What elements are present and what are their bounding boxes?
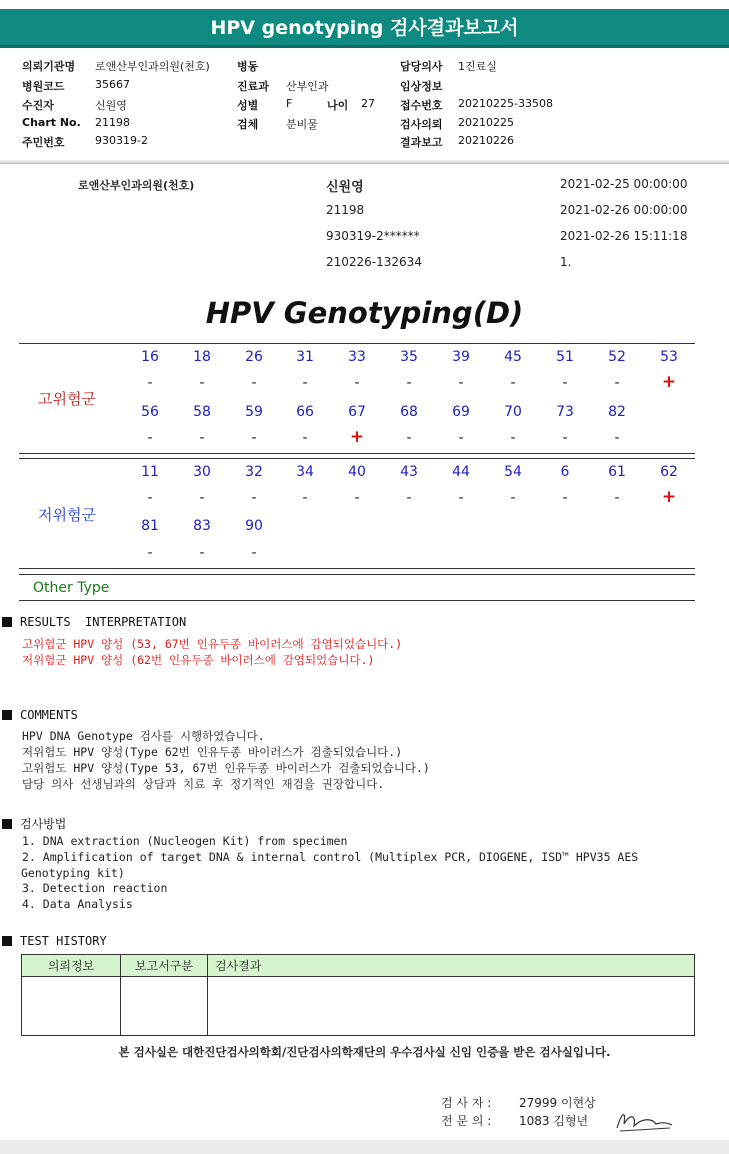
hpv-result-negative: - (510, 375, 516, 391)
hpv-result-negative: - (251, 375, 257, 391)
hpv-result-positive: + (349, 427, 365, 447)
doctor-field (400, 58, 497, 74)
genotyping-title: HPV Genotyping(D) (205, 296, 524, 330)
grid-line-mid2 (19, 458, 695, 459)
method-line: 1. DNA extraction (Nucleogen Kit) from specimen (22, 834, 348, 848)
hpv-result-negative: - (562, 490, 568, 506)
dept-field (237, 78, 329, 94)
hpv-result-negative: - (614, 375, 620, 391)
sex-value: F (286, 97, 293, 110)
signature-icon (612, 1104, 676, 1134)
results-line: 저위험군 HPV 양성 (62번 인유두종 바이러스에 감염되었습니다.) (22, 653, 375, 667)
method-line: 4. Data Analysis (22, 897, 133, 911)
method-line: 2. Amplification of target DNA & internal control (Multiplex PCR, DIOGENE, ISD™ HPV35 AES (22, 850, 639, 864)
hpv-result-negative: - (458, 490, 464, 506)
hpv-result-negative: - (302, 430, 308, 446)
test-history-heading-text: TEST HISTORY (20, 934, 107, 948)
age-label: 나이 (327, 99, 349, 112)
comments-heading (2, 708, 78, 722)
hpv-type-82: 82 (608, 404, 626, 420)
chart-label: Chart No. (22, 116, 81, 129)
patient-value: 신원영 (95, 99, 127, 112)
specialist-label: 전 문 의 : (441, 1114, 492, 1128)
hpv-type-45: 45 (504, 349, 522, 365)
request-value: 20210225 (458, 116, 514, 129)
hpv-result-negative: - (354, 490, 360, 506)
hpv-type-39: 39 (452, 349, 470, 365)
sex-label: 성별 (237, 99, 259, 112)
tester-value: 27999 이현상 (519, 1096, 596, 1110)
hpv-type-31: 31 (296, 349, 314, 365)
col-request-info: 의뢰정보 (47, 959, 95, 973)
hpv-result-negative: - (562, 375, 568, 391)
method-line: Genotyping kit) (21, 866, 125, 880)
pinfo-id: 930319-2****** (326, 229, 420, 243)
receipt-label: 접수번호 (400, 99, 443, 112)
comment-line: 고위험도 HPV 양성(Type 53, 67번 인유두종 바이러스가 검출되었습니다.) (22, 761, 430, 775)
hpv-result-negative: - (458, 375, 464, 391)
table-col-divider (207, 955, 208, 1035)
request-label: 검사의뢰 (400, 118, 443, 131)
hpv-result-negative: - (354, 375, 360, 391)
hpv-type-59: 59 (245, 404, 263, 420)
hpv-result-negative: - (406, 430, 412, 446)
hpv-result-negative: - (614, 490, 620, 506)
hospital-value: 로앤산부인과의원(천호) (95, 60, 210, 73)
hpv-type-66: 66 (296, 404, 314, 420)
hpv-type-69: 69 (452, 404, 470, 420)
results-heading (2, 615, 186, 629)
hpv-type-34: 34 (296, 464, 314, 480)
hpv-result-negative: - (199, 490, 205, 506)
hpv-type-58: 58 (193, 404, 211, 420)
chart-field (22, 116, 130, 129)
hpv-type-51: 51 (556, 349, 574, 365)
hpv-type-40: 40 (348, 464, 366, 480)
method-line: 3. Detection reaction (22, 881, 168, 895)
specimen-field (237, 116, 318, 132)
patient-field (22, 97, 127, 113)
hpv-type-68: 68 (400, 404, 418, 420)
pinfo-hospital: 로앤산부인과의원(천호) (78, 179, 195, 192)
grid-line-low (19, 568, 695, 569)
header-divider (0, 160, 729, 164)
hpv-type-52: 52 (608, 349, 626, 365)
hpv-type-83: 83 (193, 518, 211, 534)
hpv-type-61: 61 (608, 464, 626, 480)
report-label: 결과보고 (400, 136, 443, 149)
clinical-label: 임상정보 (400, 80, 443, 93)
results-line: 고위험군 HPV 양성 (53, 67번 인유두종 바이러스에 감염되었습니다.) (22, 637, 403, 651)
age-value: 27 (361, 97, 375, 110)
hpv-result-negative: - (251, 545, 257, 561)
certification-note: 본 검사실은 대한진단검사의학회/진단검사의학재단의 우수검사실 신임 인증을 받은 검사실입니다. (118, 1045, 611, 1059)
hpv-result-negative: - (302, 490, 308, 506)
hpv-type-32: 32 (245, 464, 263, 480)
hpv-type-62: 62 (660, 464, 678, 480)
other-type-label: Other Type (33, 580, 110, 596)
square-bullet-icon (2, 936, 12, 946)
col-report-type: 보고서구분 (135, 959, 193, 973)
results-heading-text: RESULTS INTERPRETATION (20, 615, 187, 629)
dept-value: 산부인과 (286, 80, 329, 93)
low-risk-label: 저위험군 (38, 506, 96, 524)
clinical-field (400, 78, 443, 94)
hpv-type-30: 30 (193, 464, 211, 480)
specimen-value: 분비물 (286, 118, 318, 131)
comment-line: HPV DNA Genotype 검사를 시행하였습니다. (22, 729, 265, 743)
hpv-result-negative: - (302, 375, 308, 391)
hpv-result-negative: - (147, 375, 153, 391)
hpv-type-33: 33 (348, 349, 366, 365)
square-bullet-icon (2, 819, 12, 829)
method-heading (2, 815, 66, 832)
hpv-type-11: 11 (141, 464, 159, 480)
hpv-result-positive: + (661, 372, 677, 392)
pinfo-name: 신원영 (326, 180, 364, 195)
pinfo-date3: 2021-02-26 15:11:18 (560, 229, 688, 243)
comment-line: 저위험도 HPV 양성(Type 62번 인유두종 바이러스가 검출되었습니다.) (22, 745, 403, 759)
report-title: HPV genotyping 검사결과보고서 (210, 17, 519, 39)
square-bullet-icon (2, 617, 12, 627)
dept-label: 진료과 (237, 80, 269, 93)
hpv-type-35: 35 (400, 349, 418, 365)
code-field (22, 78, 130, 94)
sex-field (237, 97, 293, 113)
hospital-field (22, 58, 210, 74)
hpv-result-negative: - (147, 545, 153, 561)
hpv-type-43: 43 (400, 464, 418, 480)
comment-line: 담당 의사 선생님과의 상담과 치료 후 정기적인 재검을 권장합니다. (22, 777, 385, 791)
hpv-result-negative: - (199, 375, 205, 391)
report-field (400, 134, 514, 150)
receipt-field (400, 97, 553, 113)
test-history-table (21, 954, 695, 1036)
ward-label: 병동 (237, 60, 259, 73)
id-field (22, 134, 148, 150)
hpv-type-54: 54 (504, 464, 522, 480)
hpv-result-negative: - (199, 430, 205, 446)
patient-label: 수진자 (22, 99, 54, 112)
tester-label: 검 사 자 : (441, 1096, 492, 1110)
report-title-bar (0, 9, 729, 48)
id-label: 주민번호 (22, 136, 65, 149)
hpv-type-81: 81 (141, 518, 159, 534)
hpv-type-56: 56 (141, 404, 159, 420)
hpv-result-negative: - (406, 490, 412, 506)
hpv-type-18: 18 (193, 349, 211, 365)
hpv-type-16: 16 (141, 349, 159, 365)
hpv-type-73: 73 (556, 404, 574, 420)
hpv-result-negative: - (510, 490, 516, 506)
hpv-type-90: 90 (245, 518, 263, 534)
high-risk-label: 고위험군 (38, 390, 96, 408)
pinfo-chart: 21198 (326, 203, 365, 217)
hpv-type-26: 26 (245, 349, 263, 365)
code-label: 병원코드 (22, 80, 65, 93)
grid-line-top (19, 343, 695, 344)
doctor-label: 담당의사 (400, 60, 443, 73)
chart-value: 21198 (95, 116, 130, 129)
hpv-result-negative: - (199, 545, 205, 561)
hpv-result-negative: - (614, 430, 620, 446)
hospital-label: 의뢰기관명 (22, 60, 76, 73)
grid-line-mid1 (19, 453, 695, 454)
hpv-result-positive: + (661, 487, 677, 507)
doctor-value: 1진료실 (458, 60, 497, 73)
footer-bar (0, 1140, 729, 1154)
code-value: 35667 (95, 78, 130, 91)
request-field (400, 116, 514, 132)
hpv-result-negative: - (458, 430, 464, 446)
hpv-result-negative: - (510, 430, 516, 446)
hpv-result-negative: - (147, 430, 153, 446)
method-heading-text: 검사방법 (20, 817, 67, 831)
report-value: 20210226 (458, 134, 514, 147)
square-bullet-icon (2, 710, 12, 720)
hpv-type-44: 44 (452, 464, 470, 480)
ward-field (237, 58, 258, 74)
grid-line-other-top (19, 574, 695, 575)
pinfo-date2: 2021-02-26 00:00:00 (560, 203, 688, 217)
hpv-type-67: 67 (348, 404, 366, 420)
col-test-result: 검사결과 (215, 959, 262, 973)
hpv-result-negative: - (251, 490, 257, 506)
pinfo-date1: 2021-02-25 00:00:00 (560, 177, 688, 191)
hpv-result-negative: - (406, 375, 412, 391)
specialist-value: 1083 김형년 (519, 1114, 589, 1128)
grid-line-other-bottom (19, 600, 695, 601)
hpv-result-negative: - (147, 490, 153, 506)
hpv-result-negative: - (251, 430, 257, 446)
hpv-type-6: 6 (560, 464, 570, 480)
comments-heading-text: COMMENTS (20, 708, 78, 722)
id-value: 930319-2 (95, 134, 148, 147)
hpv-result-negative: - (562, 430, 568, 446)
age-field (327, 97, 375, 113)
specimen-label: 검체 (237, 118, 259, 131)
pinfo-sample: 210226-132634 (326, 255, 422, 269)
pinfo-page: 1. (560, 255, 572, 269)
hpv-type-53: 53 (660, 349, 678, 365)
hpv-type-70: 70 (504, 404, 522, 420)
receipt-value: 20210225-33508 (458, 97, 553, 110)
test-history-heading (2, 934, 107, 948)
